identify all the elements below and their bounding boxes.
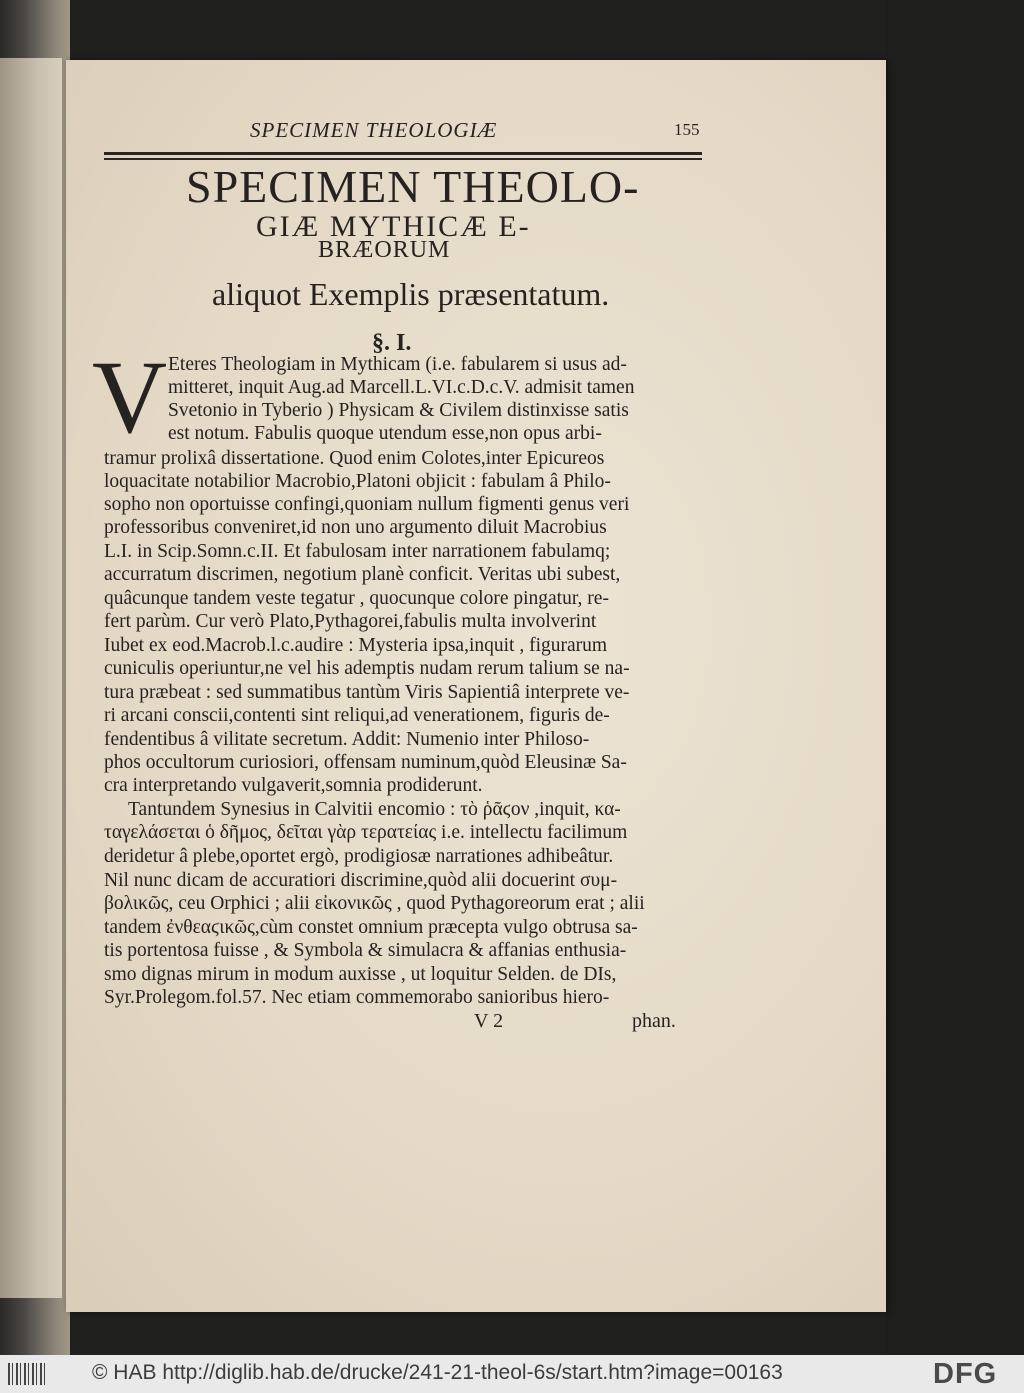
text-line: cuniculis operiuntur,ne vel his ademptis nudam rerum talium se na-	[104, 658, 630, 679]
text-line: accurratum discrimen, negotium planè conficit. Veritas ubi subest,	[104, 564, 621, 585]
title-line-2: GIÆ MYTHICÆ E-	[256, 210, 531, 243]
text-line: mitteret, inquit Aug.ad Marcell.L.VI.c.D.c.V. admisit tamen	[168, 377, 635, 398]
right-background	[886, 0, 1024, 1355]
text-line: L.I. in Scip.Somn.c.II. Et fabulosam inter narrationem fabulamq;	[104, 541, 611, 562]
text-line: Svetonio in Tyberio ) Physicam & Civilem distinxisse satis	[168, 400, 629, 421]
text-line: tura præbeat : sed summatibus tantùm Viris Sapientiâ interprete ve-	[104, 682, 630, 703]
text-line: professoribus conveniret,id non uno argumento diluit Macrobius	[104, 517, 607, 538]
running-head: SPECIMEN THEOLOGIÆ	[250, 118, 498, 142]
head-rule	[104, 152, 702, 160]
text-line: βολικῶς, ceu Orphici ; alii εἰκονικῶς , quod Pythagoreorum erat ; alii	[104, 893, 645, 914]
text-line: ταγελάσεται ὁ δῆμος, δεῖται γὰρ τερατείας i.e. intellectu facilimum	[104, 822, 628, 843]
text-line: smo dignas mirum in modum auxisse , ut loquitur Selden. de DIs,	[104, 964, 617, 985]
title-line-1: SPECIMEN THEOLO-	[186, 161, 640, 212]
section-mark: §. I.	[372, 330, 412, 356]
text-line: tramur prolixâ dissertatione. Quod enim Colotes,inter Epicureos	[104, 448, 605, 469]
text-line: Nil nunc dicam de accuratiori discrimine,quòd alii docuerint συμ-	[104, 870, 618, 891]
catchword: phan.	[632, 1010, 676, 1032]
text-line: quâcunque tandem veste tegatur , quocunque colore pingatur, re-	[104, 588, 609, 609]
text-line: sopho non oportuisse confingi,quoniam nullum figmenti genus veri	[104, 494, 630, 515]
text-line: Iubet ex eod.Macrob.l.c.audire : Mysteria ipsa,inquit , figurarum	[104, 635, 608, 656]
subtitle: aliquot Exemplis præsentatum.	[212, 276, 610, 312]
footer-bar	[0, 1355, 1024, 1393]
page-number: 155	[674, 120, 700, 139]
signature-mark: V 2	[474, 1010, 504, 1032]
text-line: cra interpretando vulgaverit,somnia prodiderunt.	[104, 775, 483, 796]
text-line: Syr.Prolegom.fol.57. Nec etiam commemorabo sanioribus hiero-	[104, 987, 610, 1008]
text-line: phos occultorum curiosiori, offensam numinum,quòd Eleusinæ Sa-	[104, 752, 627, 773]
text-line: est notum. Fabulis quoque utendum esse,non opus arbi-	[168, 423, 602, 444]
previous-page-edge	[0, 58, 62, 1298]
text-line: Tantundem Synesius in Calvitii encomio : τὸ ῥᾶϛον ,inquit, κα-	[128, 799, 621, 820]
text-line: fendentibus â vilitate secretum. Addit: Numenio inter Philoso-	[104, 729, 590, 750]
title-line-3: BRÆORUM	[318, 237, 451, 263]
text-line: tis portentosa fuisse , & Symbola & simulacra & affanias enthusia-	[104, 940, 627, 961]
text-line: Eteres Theologiam in Mythicam (i.e. fabularem si usus ad-	[168, 354, 627, 375]
drop-cap: V	[92, 340, 168, 455]
barcode-icon	[8, 1363, 48, 1385]
text-line: tandem ἐνθεαϛικῶς,cùm constet omnium præcepta vulgo obtrusa sa-	[104, 917, 638, 938]
text-line: ri arcani conscii,contenti sint reliqui,ad venerationem, figuris de-	[104, 705, 610, 726]
dfg-logo: DFG	[933, 1358, 998, 1390]
text-line: loquacitate notabilior Macrobio,Platoni objicit : fabulam â Philo-	[104, 471, 611, 492]
text-line: fert parùm. Cur verò Plato,Pythagorei,fabulis multa involverint	[104, 611, 597, 632]
footer-link[interactable]: © HAB http://diglib.hab.de/drucke/241-21-theol-6s/start.htm?image=00163	[92, 1361, 783, 1384]
text-line: deridetur â plebe,oportet ergò, prodigiosæ narrationes adhibeâtur.	[104, 846, 614, 867]
